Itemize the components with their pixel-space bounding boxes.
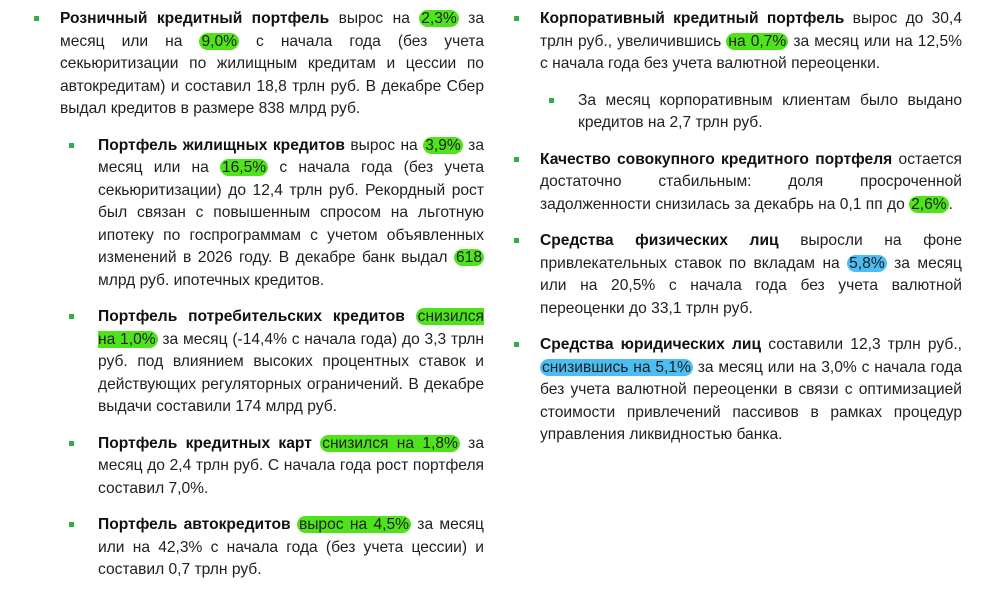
text: за месяц до 2,4 трлн руб. С начала года рост портфеля составил 7,0%.: [98, 434, 484, 497]
text: За месяц корпоративным клиентам было выдано кредитов на 2,7 трлн руб.: [578, 91, 962, 131]
text: за месяц или на 3,0% с начала года без учета валютной переоценки в связи с оптимизацией стоимости привлечений пассивов в рамках процедур управления ликвидностью банка.: [540, 358, 962, 443]
individuals-funds-paragraph: [512, 230, 962, 320]
credit-cards-paragraph: [32, 433, 484, 501]
highlight-green: вырос на 4,5%: [298, 516, 409, 533]
text: [312, 435, 320, 452]
bullet-square-icon: [69, 441, 74, 446]
text: [291, 516, 297, 533]
highlight-green: 2,3%: [421, 10, 457, 27]
bullet-square-icon: [514, 238, 519, 243]
highlight-green: снизился на 1,8%: [322, 434, 458, 452]
highlight-green: 9,0%: [201, 32, 237, 50]
bullet-square-icon: [34, 16, 39, 21]
highlight-green: снизился на 1,0%: [98, 308, 484, 348]
highlight-green: на 0,7%: [728, 32, 787, 50]
text: с начала года (без учета секьюритизации) до 12,4 трлн руб. Рекордный рост был связан с повышенным спросом на льготную ипотеку по госпрограммам с учетом объявленных изменений в 2026 году. В декабре банк выдал: [98, 159, 484, 266]
text: с начала года (без учета секьюритизации по жилищным кредитам и цессии по автокредитам) и составил 18,8 трлн руб. В декабре Сбер выдал кредитов в размере 838 млрд руб.: [60, 32, 484, 117]
mortgage-portfolio-title: Портфель жилищных кредитов: [98, 136, 345, 154]
text: вырос на: [329, 10, 420, 27]
portfolio-quality-paragraph: [512, 149, 962, 217]
left-column: [32, 8, 484, 596]
right-column: [512, 8, 962, 461]
highlight-green: 3,9%: [425, 136, 461, 154]
bullet-square-icon: [514, 342, 519, 347]
mortgage-portfolio-paragraph: [32, 135, 484, 293]
text: за месяц (-14,4% с начала года) до 3,3 трлн руб. под влиянием высоких процентных ставок и действующих регуляторных ограничений. В декабре выдачи составили 174 млрд руб.: [98, 330, 484, 415]
bullet-square-icon: [69, 522, 74, 527]
highlight-green: 2,6%: [911, 195, 947, 213]
highlight-blue: снизившись на 5,1%: [542, 358, 691, 376]
text: млрд руб. ипотечных кредитов.: [98, 271, 325, 289]
text: за месяц или на: [60, 10, 484, 50]
legal-entities-funds-paragraph: [512, 334, 962, 447]
individuals-funds-title: Средства физических лиц: [540, 232, 779, 249]
bullet-square-icon: [549, 98, 554, 103]
bullet-square-icon: [69, 314, 74, 319]
highlight-green: 618: [455, 249, 482, 266]
legal-entities-funds-title: Средства юридических лиц: [540, 336, 762, 353]
text: за месяц или на 20,5% с начала года без учета валютной переоценки до 33,1 трлн руб.: [540, 254, 962, 317]
corporate-portfolio-paragraph: [512, 8, 962, 76]
highlight-blue: 5,8%: [849, 254, 885, 272]
credit-cards-title: Портфель кредитных карт: [98, 434, 312, 452]
text: вырос до 30,4 трлн руб., увеличившись: [540, 10, 962, 50]
consumer-loans-paragraph: [32, 306, 484, 419]
auto-loans-title: Портфель автокредитов: [98, 516, 291, 533]
retail-portfolio-title: Розничный кредитный портфель: [60, 10, 330, 27]
consumer-loans-title: Портфель потребительских кредитов: [98, 308, 405, 325]
bullet-square-icon: [69, 143, 74, 148]
bullet-square-icon: [514, 157, 519, 162]
text: выросли на фоне привлекательных ставок по вкладам на: [540, 232, 962, 272]
text: остается достаточно стабильным: доля просроченной задолженности снизилась за декабрь на 0,1 пп до: [540, 150, 962, 213]
text: составили 12,3 трлн руб.,: [761, 336, 962, 353]
auto-loans-paragraph: [32, 514, 484, 582]
corporate-issuance-paragraph: [512, 90, 962, 135]
corporate-portfolio-title: Корпоративный кредитный портфель: [540, 10, 845, 27]
text: .: [948, 195, 954, 213]
text: за месяц или на: [98, 136, 485, 176]
portfolio-quality-title: Качество совокупного кредитного портфеля: [540, 150, 893, 168]
text: вырос на: [344, 136, 424, 154]
text: за месяц или на 12,5% с начала года без учета валютной переоценки.: [540, 32, 962, 72]
bullet-square-icon: [514, 16, 519, 21]
retail-portfolio-paragraph: [32, 8, 484, 121]
highlight-green: 16,5%: [221, 159, 267, 176]
text: [405, 308, 416, 325]
text: за месяц или на 42,3% с начала года (без учета цессии) и составил 0,7 трлн руб.: [98, 516, 484, 578]
